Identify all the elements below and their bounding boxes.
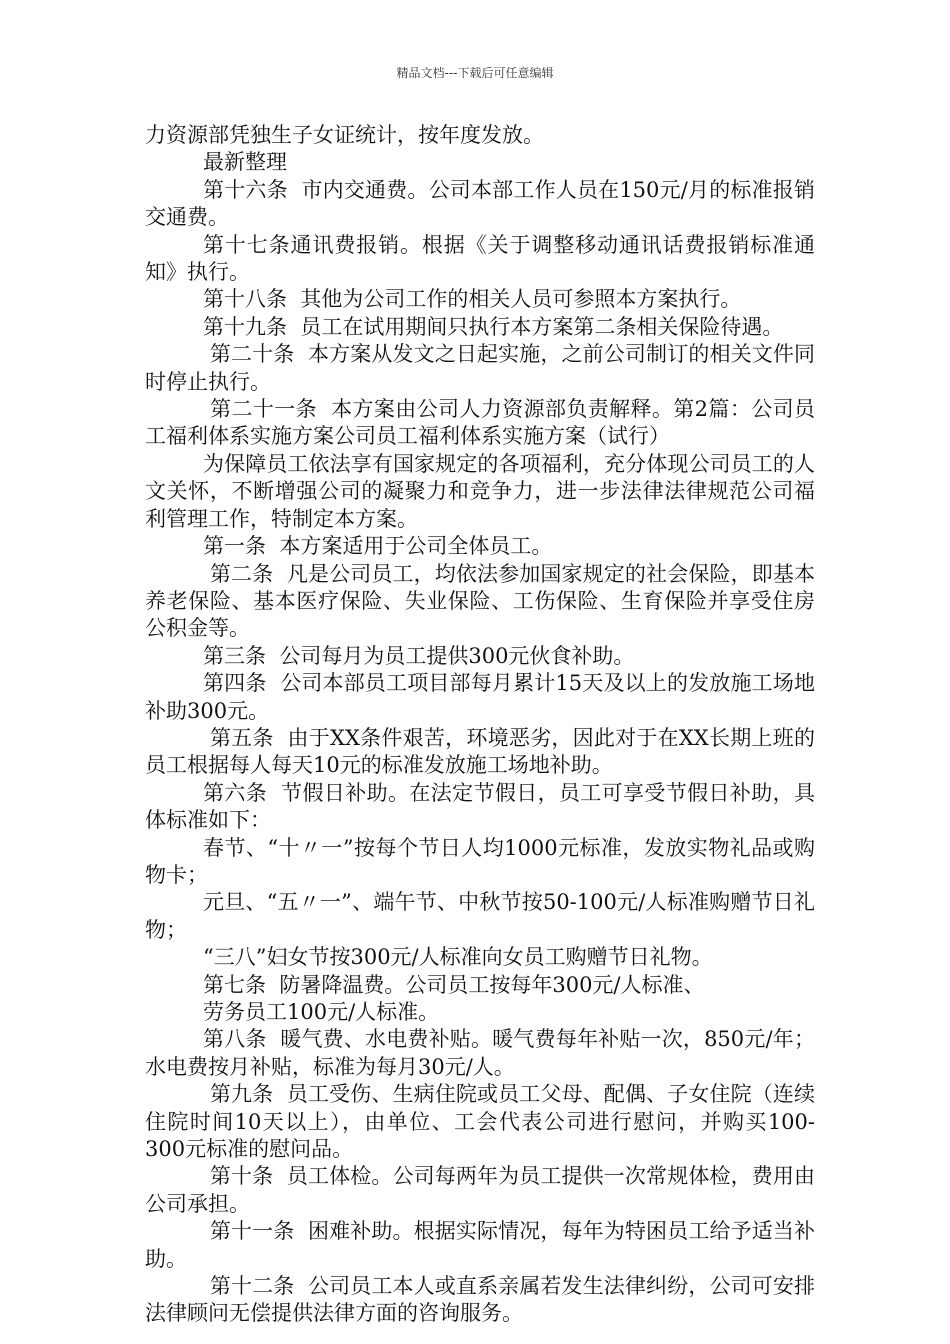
page-header: 精品文档---下载后可任意编辑 xyxy=(396,66,554,80)
paragraph: 劳务员工100元/人标准。 xyxy=(203,1000,440,1024)
paragraph: 第二十条 本方案从发文之日起实施，之前公司制订的相关文件同时停止执行。 xyxy=(145,342,815,394)
paragraph: 第四条 公司本部员工项目部每月累计15天及以上的发放施工场地补助300元。 xyxy=(145,671,815,723)
paragraph: 最新整理 xyxy=(203,150,287,175)
paragraph: 第二十一条 本方案由公司人力资源部负责解释。第2篇：公司员工福利体系实施方案公司员工福利体系实施方案（试行） xyxy=(145,397,815,449)
paragraph: 第十条 员工体检。公司每两年为员工提供一次常规体检，费用由公司承担。 xyxy=(145,1164,815,1216)
document-body xyxy=(145,122,815,1328)
paragraph: 第六条 节假日补助。在法定节假日，员工可享受节假日补助，具体标准如下： xyxy=(145,780,815,833)
paragraph: 第十八条 其他为公司工作的相关人员可参照本方案执行。 xyxy=(203,287,742,312)
paragraph: 力资源部凭独生子女证统计，按年度发放。 xyxy=(145,123,544,147)
paragraph: 第十一条 困难补助。根据实际情况，每年为特困员工给予适当补助。 xyxy=(145,1219,815,1271)
paragraph: 春节、“十〃一”按每个节日人均1000元标准，发放实物礼品或购物卡； xyxy=(145,835,815,887)
paragraph: 第十九条 员工在试用期间只执行本方案第二条相关保险待遇。 xyxy=(203,314,784,339)
paragraph: 第五条 由于XX条件艰苦，环境恶劣，因此对于在XX长期上班的员工根据每人每天10元的标准发放施工场地补助。 xyxy=(145,725,815,778)
paragraph: 第十二条 公司员工本人或直系亲属若发生法律纠纷，公司可安排法律顾问无偿提供法律方面的咨询服务。 xyxy=(145,1274,815,1326)
paragraph: 第一条 本方案适用于公司全体员工。 xyxy=(203,534,553,559)
paragraph: “三八”妇女节按300元/人标准向女员工购赠节日礼物。 xyxy=(203,945,713,970)
paragraph: 元旦、“五〃一”、端午节、中秋节按50-100元/人标准购赠节日礼物； xyxy=(145,890,815,942)
paragraph: 第二条 凡是公司员工，均依法参加国家规定的社会保险，即基本养老保险、基本医疗保险、失业保险、工伤保险、生育保险并享受住房公积金等。 xyxy=(145,561,815,641)
paragraph: 第七条 防暑降温费。公司员工按每年300元/人标准、 xyxy=(203,972,705,997)
paragraph: 第三条 公司每月为员工提供300元伙食补助。 xyxy=(203,643,635,668)
paragraph: 第八条 暖气费、水电费补贴。暖气费每年补贴一次，850元/年；水电费按月补贴，标准为每月30元/人。 xyxy=(145,1027,815,1079)
paragraph: 第九条 员工受伤、生病住院或员工父母、配偶、子女住院（连续住院时间10天以上），由单位、工会代表公司进行慰问，并购买100-300元标准的慰问品。 xyxy=(145,1082,815,1162)
paragraph: 第十六条 市内交通费。公司本部工作人员在150元/月的标准报销交通费。 xyxy=(145,177,815,230)
paragraph: 第十七条通讯费报销。根据《关于调整移动通讯话费报销标准通知》执行。 xyxy=(145,232,815,285)
paragraph: 为保障员工依法享有国家规定的各项福利，充分体现公司员工的人文关怀，不断增强公司的凝聚力和竞争力，进一步法律法律规范公司福利管理工作，特制定本方案。 xyxy=(145,451,815,531)
